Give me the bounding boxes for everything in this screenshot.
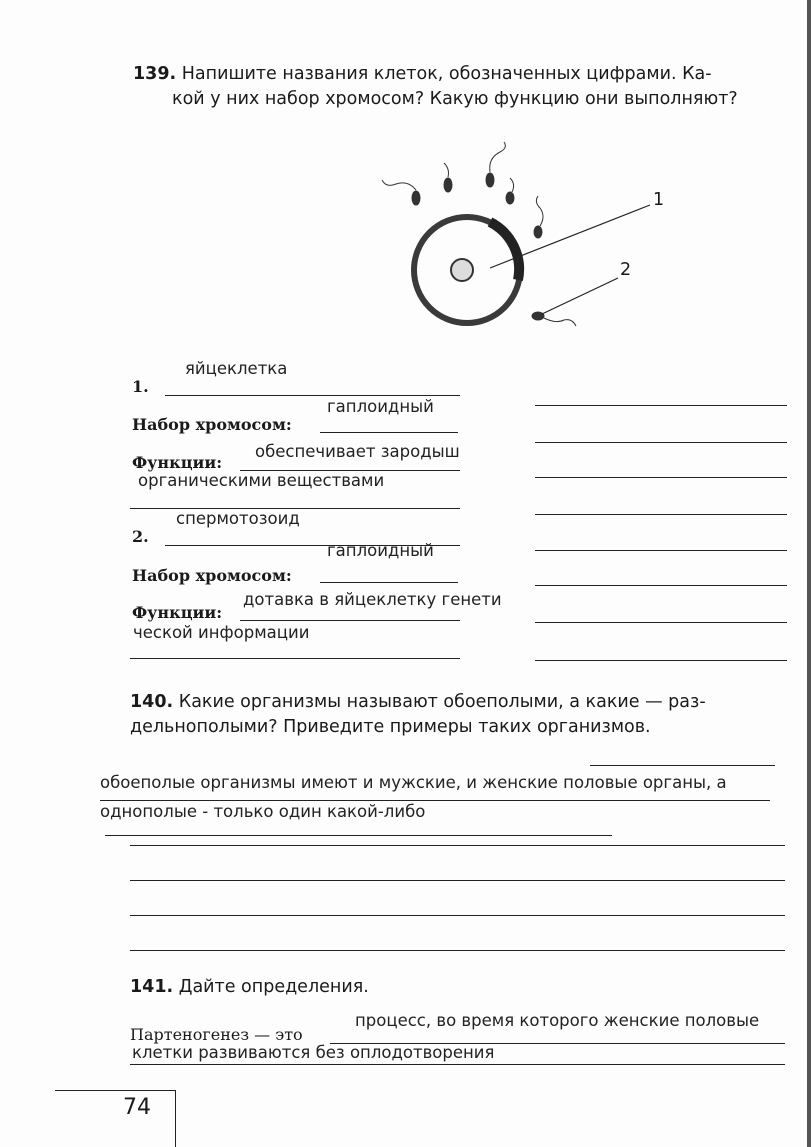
cell1-functions-label: Функции:	[132, 453, 223, 472]
diagram-label-2: 2	[620, 260, 632, 280]
cell1-chromosome-answer[interactable]: гаплоидный	[327, 397, 434, 416]
cell2-functions-answer-2[interactable]: ческой информации	[133, 623, 310, 642]
egg-nucleus	[451, 259, 473, 281]
cell2-name-answer[interactable]: спермотозоид	[176, 509, 300, 528]
task-140-question-line2: дельнополыми? Приведите примеры таких организмов.	[130, 717, 651, 737]
egg-corona	[490, 222, 519, 280]
task-139-question-line1: 139. Напишите названия клеток, обозначенных цифрами. Ка-	[133, 64, 712, 84]
egg-sperm-diagram	[350, 140, 680, 340]
diagram-label-1: 1	[653, 190, 665, 210]
cell2-functions-answer-1[interactable]: дотавка в яйцеклетку генети	[243, 590, 502, 609]
page-number: 74	[123, 1095, 151, 1120]
task-139-question-line2: кой у них набор хромосом? Какую функцию они выполняют?	[172, 89, 738, 109]
cell2-chromosome-answer[interactable]: гаплоидный	[327, 541, 434, 560]
page-number-box	[55, 1090, 176, 1147]
task-141-term: Партеногенез — это	[130, 1025, 303, 1044]
task-140-answer-1[interactable]: обоеполые организмы имеют и мужские, и женские половые органы, а	[100, 773, 727, 792]
task-number: 140.	[130, 692, 174, 712]
task-141-answer-2[interactable]: клетки развиваются без оплодотворения	[132, 1043, 495, 1062]
cell1-chromosome-label: Набор хромосом:	[132, 415, 292, 434]
cell2-number: 2.	[132, 527, 149, 546]
cell1-number: 1.	[132, 377, 149, 396]
task-number: 141.	[130, 977, 174, 997]
task-141-answer-1[interactable]: процесс, во время которого женские половые	[355, 1011, 760, 1030]
cell1-functions-answer-1[interactable]: обеспечивает зародыш	[255, 442, 460, 461]
cell1-functions-answer-2[interactable]: органическими веществами	[138, 471, 385, 490]
cell2-chromosome-label: Набор хромосом:	[132, 566, 292, 585]
task-140-answer-2[interactable]: однополые - только один какой-либо	[100, 802, 426, 821]
task-141-question: 141. Дайте определения.	[130, 977, 369, 997]
cell2-functions-label: Функции:	[132, 603, 223, 622]
task-number: 139.	[133, 64, 177, 84]
task-140-question-line1: 140. Какие организмы называют обоеполыми, а какие — раз-	[130, 692, 706, 712]
sperm-cells	[382, 142, 576, 326]
cell1-name-answer[interactable]: яйцеклетка	[185, 359, 288, 378]
page-edge	[807, 0, 811, 1147]
pointer-line-2	[542, 278, 618, 314]
